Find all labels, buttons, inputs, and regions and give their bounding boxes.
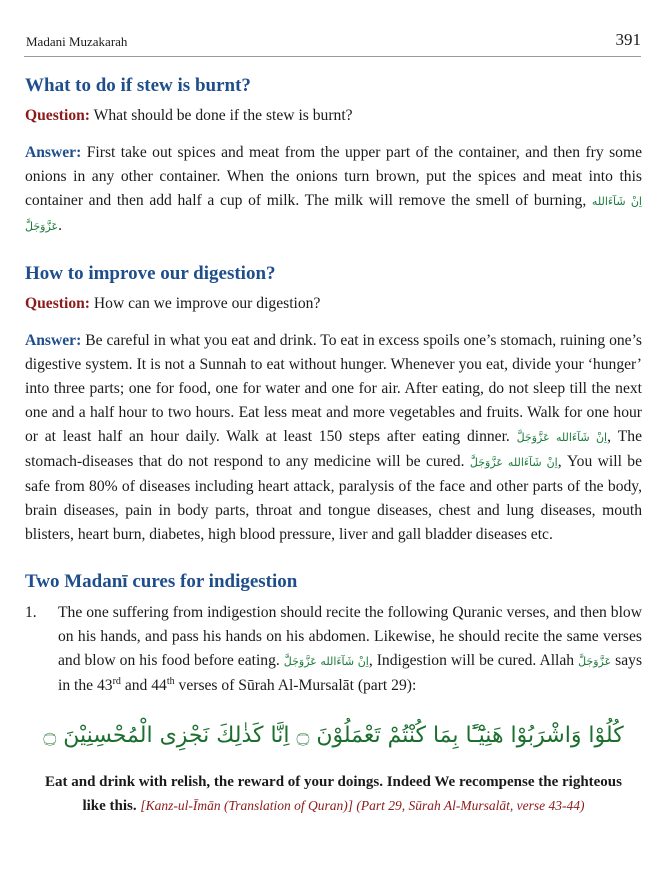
honorific-text: عَزَّوَجَلَّ [578, 655, 612, 668]
answer-text-part2: , The stomach-diseases that do not respond to any medicine will be cured. [25, 428, 642, 470]
question-text: How can we improve our digestion? [93, 295, 321, 312]
honorific-text: اِنْ شَآءَالله عَزَّوَجَلَّ [469, 456, 558, 469]
answer-end: . [58, 217, 62, 234]
question-text: What should be done if the stew is burnt? [93, 107, 353, 124]
section-heading-stew: What to do if stew is burnt? [25, 75, 251, 96]
question-digestion [25, 292, 642, 316]
answer-label: Answer: [25, 144, 82, 161]
page-content [25, 73, 642, 818]
superscript-th: th [166, 675, 175, 687]
page-header [24, 30, 641, 57]
answer-text-part1: Be careful in what you eat and drink. To eat in excess spoils one’s stomach, ruining one’s digestive system. It is not a Sunnah to eat without hunger. Whenever you eat, divide your ‘hunger’ into three parts; one for food, one for water and one for air. After eating, do not sleep till the next one and a half hour to two hours. Eat less meat and more vegetables and fruits. Walk for one hour or at least half an hour daily. Walk at least 150 steps after eating dinner. [25, 332, 642, 445]
section-heading-digestion: How to improve our digestion? [25, 263, 276, 284]
list-item [25, 601, 642, 698]
item-text-part2: , Indigestion will be cured. Allah [368, 652, 575, 669]
quran-verse: كُلُوْا وَاشْرَبُوْا هَنِيْٓـًٔا بِمَا كُنْتُمْ تَعْمَلُوْنَ ۝ اِنَّا كَذٰلِكَ نَجْزِى الْمُحْسِنِيْنَ ۝ [43, 723, 624, 748]
verse-reference: [Kanz-ul-Īmān (Translation of Quran)] (Part 29, Sūrah Al-Mursalāt, verse 43-44) [140, 798, 585, 813]
question-stew [25, 104, 642, 128]
item-text-part5: verses of Sūrah Al-Mursalāt (part 29): [178, 677, 417, 694]
list-item-text [58, 601, 642, 698]
answer-text-part3: , You will be safe from 80% of diseases including heart attack, paralysis of the face and other parts of the body, brain diseases, pain in body parts, throat and tongue diseases, chest and lung diseases, mouth blisters, heart burn, diabetes, high blood pressure, liver and gall bladder diseases etc. [25, 453, 642, 543]
honorific-text: اِنْ شَآءَالله عَزَّوَجَلَّ [283, 655, 369, 668]
list-number: 1. [25, 604, 37, 621]
item-text-part1: The one suffering from indigestion should recite the following Quranic verses, and then blow on his hands, and pass his hands on his abdomen. Likewise, he should recite the same verses and blow on his food before eating. [58, 604, 642, 669]
answer-label: Answer: [25, 332, 82, 349]
verse-translation [25, 770, 642, 818]
honorific-text: اِنْ شَآءَالله عَزَّوَجَلَّ [516, 431, 608, 444]
section-heading-indigestion: Two Madanī cures for indigestion [25, 571, 298, 592]
answer-text: First take out spices and meat from the upper part of the container, and then fry some onions in any other container. When the onions turn brown, put the spices and meat into this container and then add half a cup of milk. The milk will remove the smell of burning, [25, 144, 642, 209]
honorific-text: اِنْ شَآءَالله عَزَّوَجَلَّ [25, 195, 642, 233]
answer-stew [25, 141, 642, 239]
superscript-rd: rd [112, 675, 121, 687]
item-text-part3: says in the 43 [58, 652, 643, 694]
page-number: 391 [615, 30, 641, 49]
question-label: Question: [25, 295, 90, 312]
question-label: Question: [25, 107, 90, 124]
answer-digestion [25, 329, 642, 547]
running-title: Madani Muzakarah [26, 34, 128, 49]
item-text-part4: and 44 [124, 677, 167, 694]
translation-text: Eat and drink with relish, the reward of your doings. Indeed We recompense the righteous like this. [45, 774, 622, 814]
